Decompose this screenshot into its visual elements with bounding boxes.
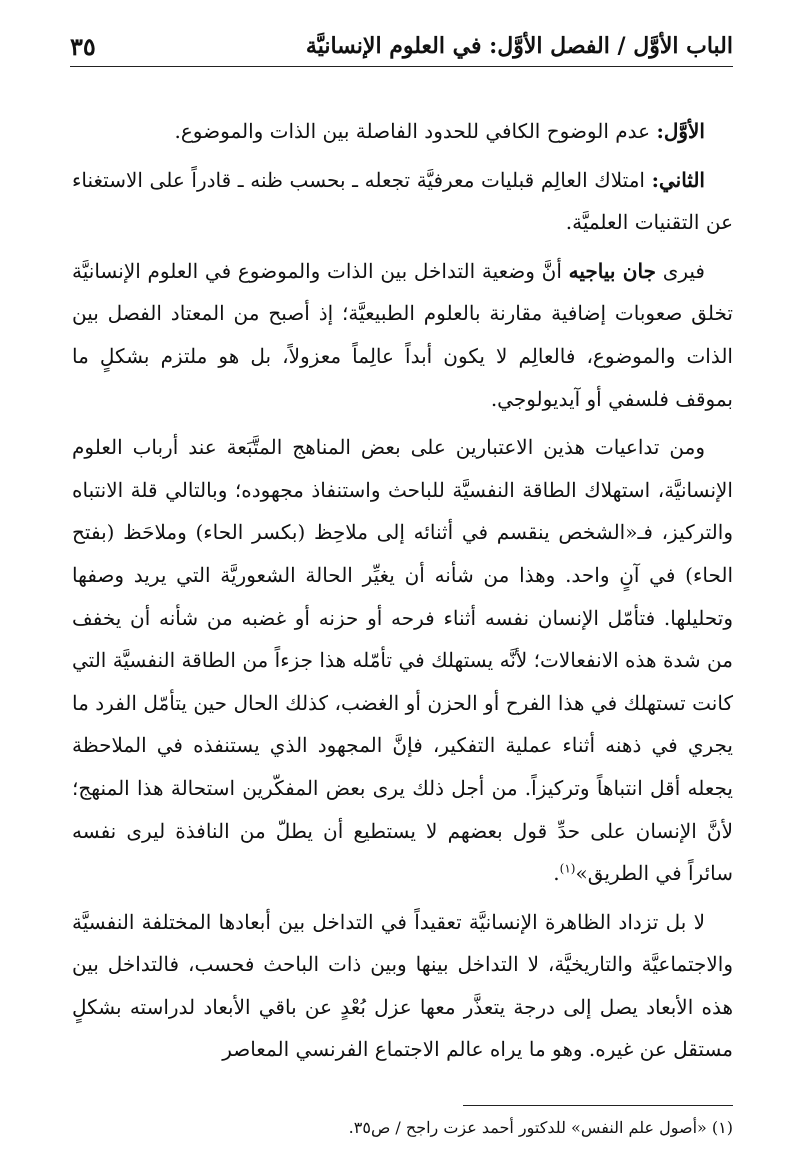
paragraph-text: لا بل تزداد الظاهرة الإنسانيَّة تعقيداً في التداخل بين أبعادها المختلفة النفسيَّة والاجتماعيَّة والتاريخيَّة، لا التداخل بينها وبين ذات الباحث فحسب، فالتداخل بين هذه الأبعاد يصل إلى درجة يتعذَّر معها عزل بُعْدٍ عن باقي الأبعاد لدراسته بشكلٍ مستقل عن غيره. وهو ما يراه عالم الاجتماع الفرنسي المعاصر (72, 909, 733, 1062)
paragraph-text: عدم الوضوح الكافي للحدود الفاصلة بين الذات والموضوع. (174, 119, 657, 143)
paragraph-lead: فيرى (655, 258, 705, 283)
term-first: الأوَّل: (656, 119, 705, 143)
term-second: الثاني: (651, 167, 705, 192)
footnote-reference[interactable]: (١) (559, 861, 576, 876)
running-title: الباب الأوَّل / الفصل الأوَّل: في العلوم الإنسانيَّة (305, 33, 733, 59)
paragraph-text: امتلاك العالِم قبليات معرفيَّة تجعله ـ بحسب ظنه ـ قادراً على الاستغناء عن التقنيات العلميَّة. (72, 167, 733, 235)
paragraph-text: أنَّ وضعية التداخل بين الذات والموضوع في العلوم الإنسانيَّة تخلق صعوبات إضافية مقارنة بالعلوم الطبيعيَّة؛ إذ أصبح من المعتاد الفصل بين الذات والموضوع، فالعالِم لا يكون أبداً عالِماً معزولاً، بل هو ملتزم بشكلٍ ما بموقف فلسفي أو آيديولوجي. (72, 258, 733, 411)
paragraph-second-reason (72, 159, 733, 244)
paragraph-first-reason (72, 110, 733, 153)
body-text (72, 110, 733, 1077)
paragraph-complexity (72, 901, 733, 1071)
paragraph-piaget (72, 250, 733, 420)
paragraph-tail: . (553, 861, 560, 886)
paragraph-text: ومن تداعيات هذين الاعتبارين على بعض المناهج المتَّبَعة عند أرباب العلوم الإنسانيَّة، استهلاك الطاقة النفسيَّة للباحث واستنفاذ مجهوده؛ وبالتالي قلة الانتباه والتركيز، فـ«الشخص ينقسم في أثنائه إلى ملاحِظ (بكسر الحاء) وملاحَظ (بفتح الحاء) في آنٍ واحد. وهذا من شأنه أن يغيِّر الحالة الشعوريَّة التي يريد وصفها وتحليلها. فتأمّل الإنسان نفسه أثناء فرحه أو حزنه أو غضبه من شأنه أن يخفف من شدة هذه الانفعالات؛ لأنَّه يستهلك في تأمّله هذا جزءاً من الطاقة النفسيَّة التي كانت تستهلك في هذا الفرح أو الحزن أو الغضب، كذلك الحال حين يتأمّل الفرد ما يجري في ذهنه أثناء عملية التفكير، فإنَّ المجهود الذي يستنفذه في الملاحظة يجعله أقل انتباهاً وتركيزاً. من أجل ذلك يرى بعض المفكّرين استحالة هذا المنهج؛ لأنَّ الإنسان على حدِّ قول بعضهم لا يستطيع أن يطلّ من النافذة ليرى نفسه سائراً في الطريق» (72, 435, 734, 886)
page-number: ٣٥ (70, 31, 96, 61)
paragraph-consequences (72, 426, 733, 895)
footnote-separator (463, 1105, 733, 1106)
footnote: (١) «أصول علم النفس» للدكتور أحمد عزت راجح / ص٣٥. (348, 1118, 733, 1137)
term-piaget: جان بياجيه (568, 258, 656, 283)
page-header (70, 26, 733, 67)
